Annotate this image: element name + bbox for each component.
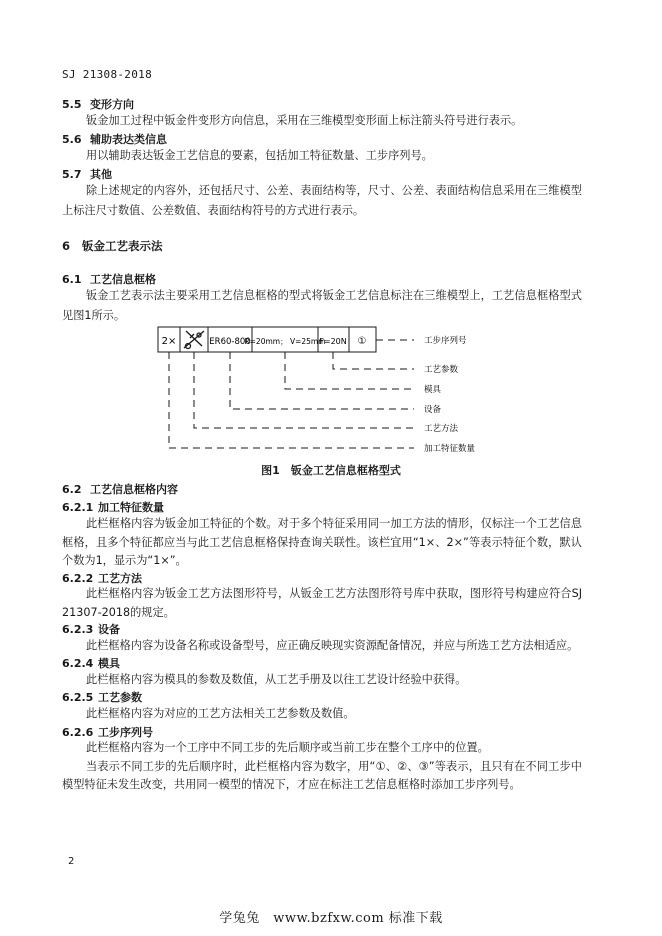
label-equipment: 设备 <box>424 405 442 415</box>
section-number: 6.2.3 <box>62 623 94 636</box>
section-5-6-text <box>62 146 582 166</box>
section-number: 6 <box>62 239 71 253</box>
section-6-2-2-heading <box>62 570 142 586</box>
section-5-7-text <box>62 181 582 221</box>
section-number: 6.2.6 <box>62 726 94 739</box>
page-number: 2 <box>68 856 75 867</box>
section-6-2-3-heading <box>62 621 120 637</box>
section-title: 工步序列号 <box>98 726 153 739</box>
paragraph: 此栏框格内容为一个工序中不同工步的先后顺序或当前工步在整个工序中的位置。 <box>86 741 489 754</box>
paragraph: 此栏框格内容为设备名称或设备型号，应正确反映现实资源配备情况，并应与所选工艺方法相适应。 <box>86 639 579 652</box>
paragraph: 钣金加工过程中钣金件变形方向信息，采用在三维模型变形面上标注箭头符号进行表示。 <box>86 114 523 127</box>
section-title: 工艺信息框格内容 <box>90 483 178 496</box>
cell-equipment: ER60-800 <box>209 337 251 347</box>
section-number: 6.2.2 <box>62 572 94 585</box>
standard-number: SJ 21308-2018 <box>62 68 152 81</box>
section-title: 变形方向 <box>90 98 134 111</box>
section-6-2-4-heading <box>62 655 120 671</box>
section-number: 6.2 <box>62 483 82 496</box>
section-5-5-heading <box>62 96 134 112</box>
cell-die: R=20mm； V=25mm <box>244 337 326 346</box>
section-number: 6.2.4 <box>62 657 94 670</box>
section-number: 6.1 <box>62 273 82 286</box>
section-6-2-1-heading <box>62 499 164 515</box>
section-5-5-text <box>62 111 582 131</box>
cell-process-param: F=20N <box>319 337 347 346</box>
section-title: 工艺方法 <box>98 572 142 585</box>
section-6-2-5-heading <box>62 689 142 705</box>
section-6-2-6-text <box>62 739 582 795</box>
section-6-2-heading <box>62 481 178 497</box>
section-number: 5.5 <box>62 98 82 111</box>
section-title: 设备 <box>98 623 120 636</box>
paragraph: 此栏框格内容为钣金工艺方法图形符号，从钣金工艺方法图形符号库中获取，图形符号构建应符合SJ 21307-2018的规定。 <box>62 587 582 619</box>
leader-lines <box>169 340 414 448</box>
label-process-param: 工艺参数 <box>424 365 459 375</box>
section-title: 加工特征数量 <box>98 501 164 514</box>
section-6-2-1-text <box>62 515 582 571</box>
process-method-icon <box>184 331 204 349</box>
section-title: 其他 <box>90 168 112 181</box>
section-number: 5.7 <box>62 168 82 181</box>
paragraph: 此栏框格内容为钣金加工特征的个数。对于多个特征采用同一加工方法的情形，仅标注一个工艺信息框格，且多个特征都应当与此工艺信息框格保持查询关联性。该栏宜用“1×、2×”等表示特征个数，默认个数为1，显示为“1×”。 <box>62 517 582 567</box>
label-step-sequence: 工步序列号 <box>424 336 467 346</box>
paragraph: 当表示不同工步的先后顺序时，此栏框格内容为数字，用“①、②、③”等表示，且只有在不同工步中模型特征未发生改变，共用同一模型的情况下，才应在标注工艺信息框格时添加工步序列号。 <box>62 759 582 791</box>
paragraph: 除上述规定的内容外，还包括尺寸、公差、表面结构等，尺寸、公差、表面结构信息采用在三维模型上标注尺寸数值、公差数值、表面结构符号的方式进行表示。 <box>62 184 582 217</box>
section-6-1-heading <box>62 271 156 287</box>
section-6-2-3-text <box>62 636 582 656</box>
paragraph: 钣金工艺表示法主要采用工艺信息框格的型式将钣金工艺信息标注在三维模型上，工艺信息框格型式见图1所示。 <box>62 289 582 322</box>
label-process-method: 工艺方法 <box>424 424 459 434</box>
cell-feature-count: 2× <box>161 336 177 347</box>
section-5-7-heading <box>62 166 112 182</box>
section-6-2-6-heading <box>62 724 153 740</box>
paragraph: 此栏框格内容为模具的参数及数值，从工艺手册及以往工艺设计经验中获得。 <box>86 673 467 686</box>
frame-outline <box>158 327 376 352</box>
section-title: 工艺信息框格 <box>90 273 156 286</box>
section-6-2-4-text <box>62 670 582 690</box>
section-number: 5.6 <box>62 133 82 146</box>
section-title: 钣金工艺表示法 <box>82 239 163 253</box>
watermark: 学兔兔 www.bzfxw.com 标准下载 <box>219 911 443 926</box>
section-6-heading <box>62 238 163 254</box>
label-die: 模具 <box>424 385 442 395</box>
section-number: 6.2.1 <box>62 501 94 514</box>
section-title: 模具 <box>98 657 120 670</box>
label-feature-count: 加工特征数量 <box>424 444 476 454</box>
section-6-1-text <box>62 286 582 326</box>
section-5-6-heading <box>62 131 167 147</box>
section-title: 辅助表达类信息 <box>90 133 167 146</box>
section-number: 6.2.5 <box>62 691 94 704</box>
paragraph: 用以辅助表达钣金工艺信息的要素，包括加工特征数量、工步序列号。 <box>86 149 433 162</box>
paragraph: 此栏框格内容为对应的工艺方法相关工艺参数及数值。 <box>86 707 355 720</box>
figure-caption: 图1 钣金工艺信息框格型式 <box>261 464 401 477</box>
section-6-2-5-text <box>62 704 582 724</box>
cell-step-number: ① <box>357 336 367 347</box>
section-title: 工艺参数 <box>98 691 142 704</box>
section-6-2-2-text <box>62 585 582 622</box>
